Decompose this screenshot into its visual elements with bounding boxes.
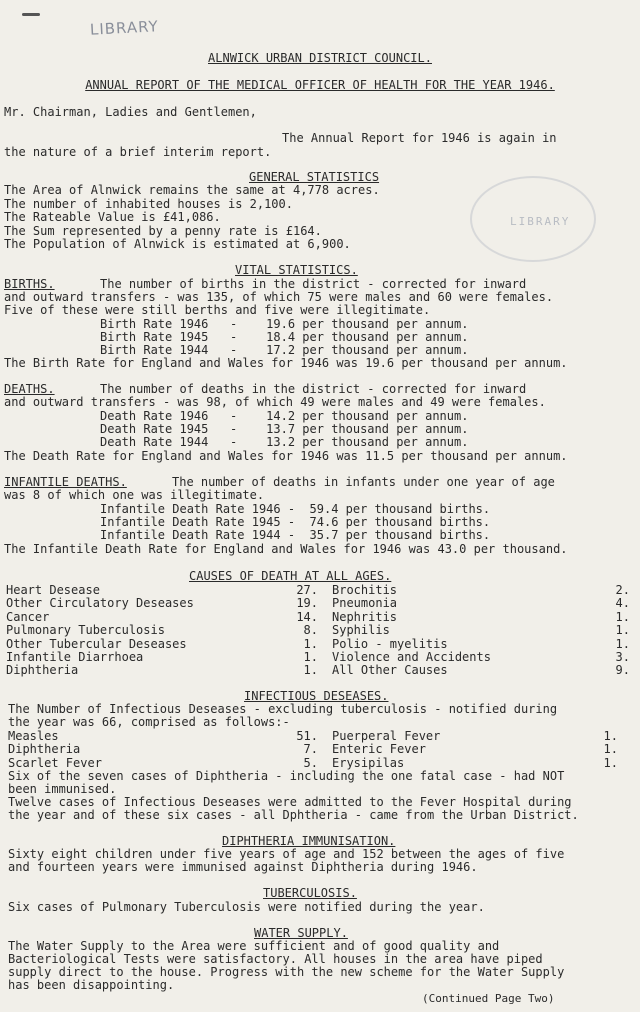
tuberculosis-heading: TUBERCULOSIS. bbox=[263, 886, 357, 900]
report-title: ANNUAL REPORT OF THE MEDICAL OFFICER OF HEALTH FOR THE YEAR 1946. bbox=[85, 78, 555, 92]
disease-name: Diphtheria bbox=[8, 742, 81, 757]
disease-count: 51. bbox=[296, 729, 318, 743]
cause-count: 8. bbox=[303, 623, 318, 638]
births-line-1: The number of births in the district - corrected for inward bbox=[100, 277, 527, 291]
cause-name: Infantile Diarrhoea bbox=[6, 649, 144, 664]
causes-right-counts bbox=[590, 584, 630, 678]
infectious-after: Twelve cases of Infectious Deseases were admitted to the Fever Hospital during bbox=[8, 795, 572, 809]
cause-name: Nephritis bbox=[332, 609, 398, 624]
cause-count: 4. bbox=[615, 596, 630, 611]
water-line: Bacteriological Tests were satisfactory. All houses in the area have piped bbox=[8, 952, 543, 966]
general-heading: GENERAL STATISTICS bbox=[249, 170, 380, 184]
infectious-after: Six of the seven cases of Diphtheria - including the one fatal case - had NOT bbox=[8, 769, 565, 783]
births-line-3: Five of these were still berths and five were illegitimate. bbox=[4, 303, 431, 317]
cause-name: Pneumonia bbox=[332, 596, 398, 611]
seal-text: LIBRARY bbox=[510, 215, 571, 228]
birth-rate-row: Birth Rate 1944 - 17.2 per thousand per annum. bbox=[100, 343, 469, 357]
water-line: has been disappointing. bbox=[8, 978, 175, 992]
cause-count: 1. bbox=[615, 609, 630, 624]
library-stamp: LIBRARY bbox=[89, 17, 160, 39]
immunisation-heading: DIPHTHERIA IMMUNISATION. bbox=[222, 834, 396, 848]
death-rate-row: Death Rate 1944 - 13.2 per thousand per annum. bbox=[100, 435, 469, 449]
infantile-rate-row: Infantile Death Rate 1946 - 59.4 per thousand births. bbox=[100, 502, 491, 516]
general-line: The number of inhabited houses is 2,100. bbox=[4, 197, 293, 211]
cause-count: 1. bbox=[303, 649, 318, 664]
deaths-line-2: and outward transfers - was 98, of which 49 were males and 49 were females. bbox=[4, 395, 546, 409]
infantile-rate-row: Infantile Death Rate 1944 - 35.7 per thousand births. bbox=[100, 528, 491, 542]
disease-name: Puerperal Fever bbox=[332, 729, 441, 743]
births-line-2: and outward transfers - was 135, of which 75 were males and 60 were females. bbox=[4, 290, 554, 304]
disease-count: 1. bbox=[603, 742, 618, 757]
infectious-right-counts bbox=[590, 730, 618, 770]
birth-rate-row: Birth Rate 1946 - 19.6 per thousand per annum. bbox=[100, 317, 469, 331]
infectious-right-names bbox=[332, 730, 532, 770]
disease-name: Erysipilas bbox=[332, 755, 405, 770]
infectious-left-names bbox=[8, 730, 208, 770]
disease-name: Enteric Fever bbox=[332, 742, 426, 757]
intro-line-1: The Annual Report for 1946 is again in bbox=[282, 131, 557, 145]
cause-name: Other Circulatory Deseases bbox=[6, 596, 194, 611]
cause-count: 3. bbox=[615, 649, 630, 664]
continued-note: (Continued Page Two) bbox=[422, 992, 555, 1005]
cause-count: 2. bbox=[615, 583, 630, 597]
causes-right-names bbox=[332, 584, 552, 678]
water-line: supply direct to the house. Progress with the new scheme for the Water Supply bbox=[8, 965, 565, 979]
cause-count: 1. bbox=[615, 623, 630, 638]
cause-count: 1. bbox=[615, 636, 630, 651]
death-rate-row: Death Rate 1945 - 13.7 per thousand per annum. bbox=[100, 422, 469, 436]
water-heading: WATER SUPPLY. bbox=[254, 926, 348, 940]
death-rate-row: Death Rate 1946 - 14.2 per thousand per annum. bbox=[100, 409, 469, 423]
infectious-heading: INFECTIOUS DESEASES. bbox=[244, 689, 389, 703]
cause-count: 1. bbox=[303, 636, 318, 651]
births-national: The Birth Rate for England and Wales for 1946 was 19.6 per thousand per annum. bbox=[4, 356, 568, 370]
infectious-after: been immunised. bbox=[8, 782, 117, 796]
disease-name: Measles bbox=[8, 729, 59, 743]
birth-rate-row: Birth Rate 1945 - 18.4 per thousand per annum. bbox=[100, 330, 469, 344]
cause-name: Heart Desease bbox=[6, 583, 100, 597]
infantile-national: The Infantile Death Rate for England and Wales for 1946 was 43.0 per thousand. bbox=[4, 542, 568, 556]
general-line: The Sum represented by a penny rate is £164. bbox=[4, 224, 322, 238]
cause-name: Cancer bbox=[6, 609, 50, 624]
immunisation-line-1: Sixty eight children under five years of age and 152 between the ages of five bbox=[8, 847, 565, 861]
infectious-line-1: The Number of Infectious Deseases - excluding tuberculosis - notified during bbox=[8, 702, 558, 716]
salutation: Mr. Chairman, Ladies and Gentlemen, bbox=[4, 105, 257, 119]
tuberculosis-line-1: Six cases of Pulmonary Tuberculosis were notified during the year. bbox=[8, 900, 485, 914]
infantile-rate-row: Infantile Death Rate 1945 - 74.6 per thousand births. bbox=[100, 515, 491, 529]
cause-name: All Other Causes bbox=[332, 663, 448, 678]
intro-line-2: the nature of a brief interim report. bbox=[4, 145, 272, 159]
cause-name: Polio - myelitis bbox=[332, 636, 448, 651]
cause-count: 9. bbox=[615, 663, 630, 678]
cause-name: Diphtheria bbox=[6, 663, 79, 678]
deaths-national: The Death Rate for England and Wales for 1946 was 11.5 per thousand per annum. bbox=[4, 449, 568, 463]
infantile-line-1: The number of deaths in infants under one year of age bbox=[172, 475, 555, 489]
disease-count: 7. bbox=[303, 742, 318, 757]
cause-name: Pulmonary Tuberculosis bbox=[6, 623, 165, 638]
cause-count: 14. bbox=[296, 609, 318, 624]
margin-mark bbox=[22, 13, 40, 16]
general-line: The Rateable Value is £41,086. bbox=[4, 210, 221, 224]
general-line: The Population of Alnwick is estimated at 6,900. bbox=[4, 237, 351, 251]
disease-count: 1. bbox=[603, 729, 618, 743]
infectious-after: the year and of these six cases - all Dphtheria - came from the Urban District. bbox=[8, 808, 579, 822]
infantile-label: INFANTILE DEATHS. bbox=[4, 475, 127, 489]
births-label: BIRTHS. bbox=[4, 277, 55, 291]
disease-name: Scarlet Fever bbox=[8, 755, 102, 770]
deaths-label: DEATHS. bbox=[4, 382, 55, 396]
cause-name: Brochitis bbox=[332, 583, 398, 597]
cause-count: 1. bbox=[303, 663, 318, 678]
cause-name: Violence and Accidents bbox=[332, 649, 491, 664]
cause-name: Other Tubercular Deseases bbox=[6, 636, 187, 651]
disease-count: 1. bbox=[603, 755, 618, 770]
infectious-left-counts bbox=[270, 730, 318, 770]
cause-count: 19. bbox=[296, 596, 318, 611]
infantile-line-2: was 8 of which one was illegitimate. bbox=[4, 488, 265, 502]
cause-count: 27. bbox=[296, 583, 318, 597]
infectious-line-2: the year was 66, comprised as follows:- bbox=[8, 715, 290, 729]
vital-heading: VITAL STATISTICS. bbox=[235, 263, 358, 277]
general-line: The Area of Alnwick remains the same at 4,778 acres. bbox=[4, 183, 380, 197]
causes-heading: CAUSES OF DEATH AT ALL AGES. bbox=[189, 569, 392, 583]
cause-name: Syphilis bbox=[332, 623, 390, 638]
council-name: ALNWICK URBAN DISTRICT COUNCIL. bbox=[208, 51, 432, 65]
causes-left-counts bbox=[270, 584, 318, 678]
causes-left-names bbox=[6, 584, 236, 678]
water-line: The Water Supply to the Area were sufficient and of good quality and bbox=[8, 939, 500, 953]
deaths-line-1: The number of deaths in the district - corrected for inward bbox=[100, 382, 527, 396]
immunisation-line-2: and fourteen years were immunised against Diphtheria during 1946. bbox=[8, 860, 478, 874]
disease-count: 5. bbox=[303, 755, 318, 770]
